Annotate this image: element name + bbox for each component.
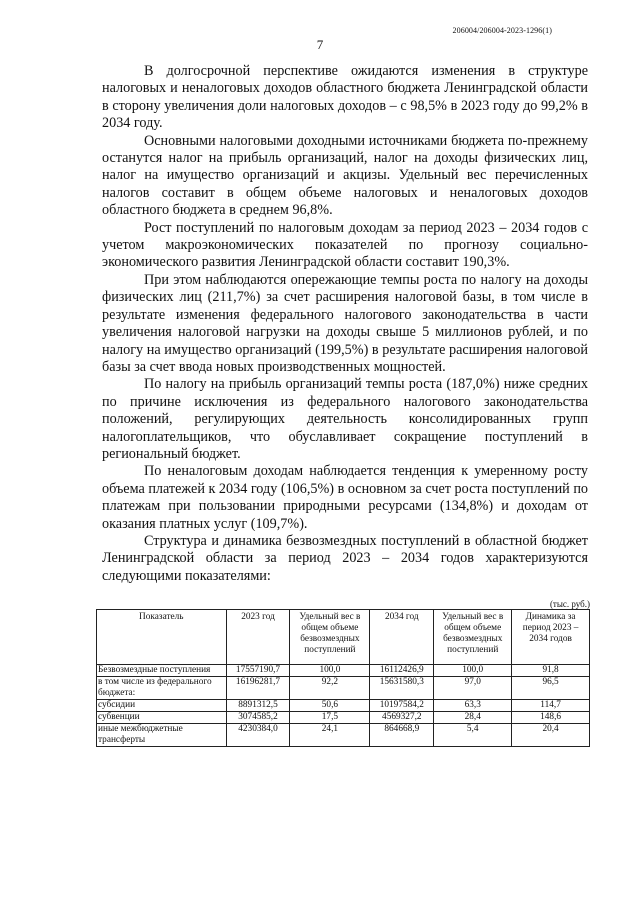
table-row (97, 712, 590, 724)
document-body (102, 63, 588, 585)
table-cell: 16112426,9 (370, 665, 434, 677)
table-row (97, 724, 590, 747)
gratuitous-receipts-table (96, 609, 590, 747)
table-cell: 16196281,7 (226, 677, 290, 700)
table-cell: 91,8 (512, 665, 590, 677)
table-cell: 10197584,2 (370, 700, 434, 712)
row-label: иные межбюджетные трансферты (97, 724, 227, 747)
table-row (97, 665, 590, 677)
column-header: Показатель (97, 610, 227, 665)
paragraph-profit-tax: По налогу на прибыль организаций темпы роста (187,0%) ниже средних по причине исключения из федерального налогового законодательства положений, регулирующих деятельность консолидированных групп налогоплательщиков, что обуславливает сокращение поступлений в региональный бюджет. (102, 376, 588, 462)
table-cell: 20,4 (512, 724, 590, 747)
table-cell: 5,4 (434, 724, 512, 747)
paragraph-tax-structure: В долгосрочной перспективе ожидаются изменения в структуре налоговых и неналоговых доходов областного бюджета Ленинградской области в сторону увеличения доли налоговых доходов – с 98,5% в 2023 году до 99,2% в 2034 году. (102, 63, 588, 132)
table-cell: 100,0 (290, 665, 370, 677)
paragraph-non-tax-revenue: По неналоговым доходам наблюдается тенденция к умеренному росту объема платежей к 2034 году (106,5%) в основном за счет роста поступлений по платежам при пользовании природными ресурсами (134,8%) и доходам от оказания платных услуг (109,7%). (102, 463, 589, 532)
paragraph-main-tax-sources: Основными налоговыми доходными источниками бюджета по-прежнему останутся налог на прибыль организаций, налог на доходы физических лиц, налог на имущество организаций и акцизы. Удельный вес перечисленных налогов составит в общем объеме налоговых и неналоговых доходов областного бюджета в среднем 96,8%. (102, 132, 588, 219)
table-cell: 97,0 (434, 677, 512, 700)
table-cell: 15631580,3 (370, 677, 434, 700)
column-header: 2023 год (226, 610, 290, 665)
paragraph-table-intro: Структура и динамика безвозмездных поступлений в областной бюджет Ленинградской области за период 2023 – 2034 годов характеризуются следующими показателями: (102, 532, 588, 584)
table-header-row (97, 610, 590, 665)
page-number: 7 (316, 37, 324, 52)
table-cell: 864668,9 (370, 724, 434, 747)
table-cell: 114,7 (512, 700, 590, 712)
table-cell: 17,5 (290, 712, 370, 724)
row-label: субсидии (97, 700, 227, 712)
table-cell: 100,0 (434, 665, 512, 677)
table-units: (тыс. руб.) (549, 599, 590, 609)
row-label: в том числе из федерального бюджета: (97, 677, 227, 700)
table-cell: 50,6 (290, 700, 370, 712)
table-cell: 96,5 (512, 677, 590, 700)
paragraph-outpacing-growth: При этом наблюдаются опережающие темпы роста по налогу на доходы физических лиц (211,7%) за счет расширения налоговой базы, в том числе в результате изменения федерального налогового законодательства в части увеличения налоговой нагрузки на доходы свыше 5 миллионов рублей, и по налогу на имущество организаций (199,5%) в результате расширения налоговой базы за счет ввода новых производственных мощностей. (102, 271, 588, 375)
column-header: Удельный вес в общем объеме безвозмездных поступлений (434, 610, 512, 665)
table-cell: 24,1 (290, 724, 370, 747)
paragraph-tax-revenue-growth: Рост поступлений по налоговым доходам за период 2023 – 2034 годов с учетом макроэкономических показателей по прогнозу социально-экономического развития Ленинградской области составит 190,3%. (102, 219, 588, 271)
table-cell: 92,2 (290, 677, 370, 700)
column-header: 2034 год (370, 610, 434, 665)
document-id: 206004/206004-2023-1296(1) (452, 26, 552, 35)
table-cell: 8891312,5 (226, 700, 290, 712)
table-row (97, 677, 590, 700)
table-cell: 28,4 (434, 712, 512, 724)
table-cell: 4230384,0 (226, 724, 290, 747)
column-header: Динамика за период 2023 – 2034 годов (512, 610, 590, 665)
column-header: Удельный вес в общем объеме безвозмездных поступлений (290, 610, 370, 665)
table-cell: 148,6 (512, 712, 590, 724)
table-cell: 3074585,2 (226, 712, 290, 724)
table-cell: 63,3 (434, 700, 512, 712)
table-cell: 4569327,2 (370, 712, 434, 724)
table-row (97, 700, 590, 712)
row-label: Безвозмездные поступления (97, 665, 227, 677)
table-cell: 17557190,7 (226, 665, 290, 677)
row-label: субвенции (97, 712, 227, 724)
